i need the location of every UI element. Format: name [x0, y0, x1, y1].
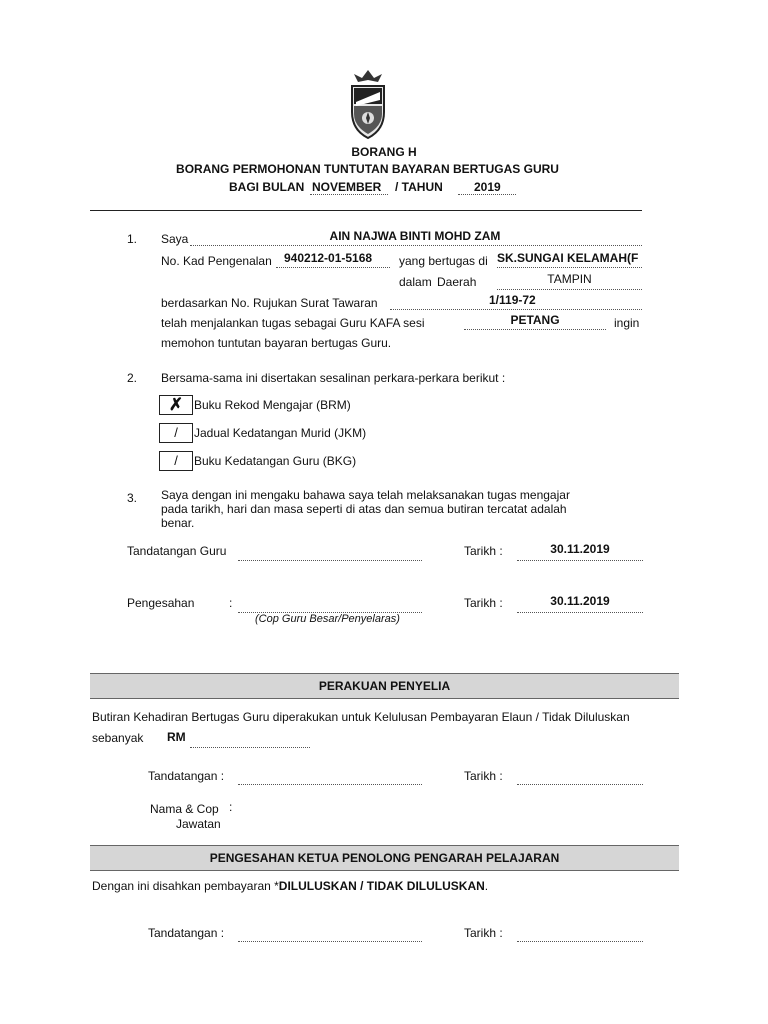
- rujukan-line: [390, 309, 642, 310]
- guru-date-value: 30.11.2019: [550, 542, 610, 556]
- ic-value: 940212-01-5168: [284, 251, 373, 265]
- penyelia-tandatangan-label: Tandatangan :: [148, 769, 225, 783]
- section2-number: 2.: [127, 371, 138, 385]
- perakuan-band: PERAKUAN PENYELIA: [90, 673, 679, 699]
- section3-text: [161, 488, 621, 530]
- name-value: AIN NAJWA BINTI MOHD ZAM: [329, 229, 501, 243]
- disahkan-text: [92, 879, 488, 893]
- guru-date-line: [517, 560, 643, 561]
- bkg-checkbox[interactable]: /: [159, 451, 193, 471]
- penyelia-date-line[interactable]: [517, 784, 643, 785]
- form-title: BORANG PERMOHONAN TUNTUTAN BAYARAN BERTUGAS GURU: [176, 162, 559, 176]
- section3-line1: Saya dengan ini mengaku bahawa saya telah melaksanakan tugas mengajar: [161, 488, 570, 502]
- section3-number: 3.: [127, 491, 138, 505]
- perakuan-text: Butiran Kehadiran Bertugas Guru diperakukan untuk Kelulusan Pembayaran Elaun / Tidak Diluluskan: [92, 710, 630, 724]
- cop-note: (Cop Guru Besar/Penyelaras): [255, 613, 400, 625]
- disahkan-bold: DILULUSKAN / TIDAK DILULUSKAN: [278, 879, 485, 893]
- daerah-label: dalam Daerah: [399, 275, 477, 289]
- ketua-tandatangan-label: Tandatangan :: [148, 926, 225, 940]
- year-line: [458, 194, 516, 195]
- memohon-text: memohon tuntutan bayaran bertugas Guru.: [161, 336, 392, 350]
- name-line: [190, 245, 642, 246]
- pengesahan-label: Pengesahan: [127, 596, 195, 610]
- ingin-label: ingin: [614, 316, 640, 330]
- brm-label: Buku Rekod Mengajar (BRM): [194, 398, 351, 412]
- daerah-value: TAMPIN: [547, 272, 592, 286]
- guru-sign-label: Tandatangan Guru: [127, 544, 227, 558]
- state-crest-logo: [344, 68, 392, 142]
- sesi-line: [464, 329, 606, 330]
- brm-checkbox[interactable]: ✗: [159, 395, 193, 415]
- ic-line: [276, 267, 390, 268]
- ketua-date-line[interactable]: [517, 941, 643, 942]
- pengesahan-tarikh-label: Tarikh :: [464, 596, 503, 610]
- bertugas-label: yang bertugas di: [399, 254, 488, 268]
- month-value: NOVEMBER: [312, 180, 382, 194]
- disahkan-suffix: .: [484, 879, 489, 893]
- year-label: / TAHUN: [395, 180, 443, 194]
- school-value: SK.SUNGAI KELAMAH(F: [497, 251, 639, 265]
- jkm-label: Jadual Kedatangan Murid (JKM): [194, 426, 367, 440]
- ketua-tarikh-label: Tarikh :: [464, 926, 503, 940]
- bkg-label: Buku Kedatangan Guru (BKG): [194, 454, 357, 468]
- month-prefix: BAGI BULAN: [229, 180, 305, 194]
- jawatan-label: Jawatan: [176, 817, 221, 831]
- rm-label: RM: [167, 730, 186, 744]
- jkm-checkbox[interactable]: /: [159, 423, 193, 443]
- sebanyak-label: sebanyak: [92, 731, 144, 745]
- ketua-sign-line[interactable]: [238, 941, 422, 942]
- pengesahan-date-value: 30.11.2019: [550, 594, 610, 608]
- pengesahan-date-line: [517, 612, 643, 613]
- pengesahan-colon: :: [229, 596, 233, 610]
- school-line: [497, 267, 642, 268]
- section3-line2: pada tarikh, hari dan masa seperti di atas dan semua butiran tercatat adalah: [161, 502, 567, 516]
- header-divider: [90, 210, 642, 211]
- penyelia-tarikh-label: Tarikh :: [464, 769, 503, 783]
- pengesahan-ketua-band: PENGESAHAN KETUA PENOLONG PENGARAH PELAJARAN: [90, 845, 679, 871]
- rujukan-label: berdasarkan No. Rujukan Surat Tawaran: [161, 296, 378, 310]
- year-value: 2019: [474, 180, 501, 194]
- guru-tarikh-label: Tarikh :: [464, 544, 503, 558]
- section1-number: 1.: [127, 232, 138, 246]
- nama-cop-label: Nama & Cop: [150, 802, 219, 816]
- guru-sign-line[interactable]: [238, 560, 422, 561]
- ic-label: No. Kad Pengenalan: [161, 254, 272, 268]
- penyelia-sign-line[interactable]: [238, 784, 422, 785]
- sesi-value: PETANG: [510, 313, 560, 327]
- section3-line3: benar.: [161, 516, 195, 530]
- nama-cop-colon: :: [229, 800, 233, 814]
- kafa-label: telah menjalankan tugas sebagai Guru KAFA sesi: [161, 316, 425, 330]
- rujukan-value: 1/119-72: [489, 293, 536, 307]
- section2-intro: Bersama-sama ini disertakan sesalinan perkara-perkara berikut :: [161, 371, 506, 385]
- form-code: BORANG H: [351, 145, 417, 159]
- daerah-line: [497, 289, 642, 290]
- month-line: [310, 194, 388, 195]
- rm-line[interactable]: [190, 747, 310, 748]
- saya-label: Saya: [161, 232, 189, 246]
- disahkan-prefix: Dengan ini disahkan pembayaran *: [92, 879, 279, 893]
